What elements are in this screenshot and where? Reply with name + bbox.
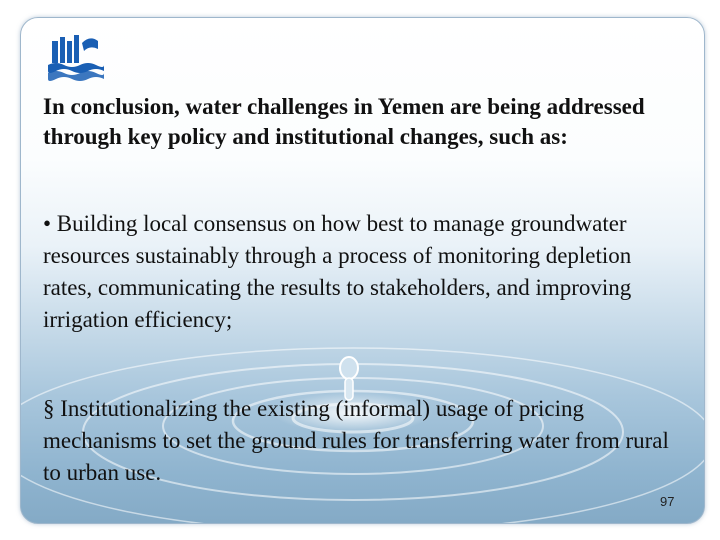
page-number: 97: [660, 494, 675, 509]
bullet-pricing: § Institutionalizing the existing (informal) usage of pricing mechanisms to set the ground rules for transferring water from rural to urban use.: [43, 396, 669, 485]
bullet-consensus: • Building local consensus on how best to manage groundwater resources sustainably through a process of monitoring depletion rates, communicating the results to stakeholders, and improving irrigation efficiency;: [43, 211, 632, 332]
slide-heading: In conclusion, water challenges in Yemen are being addressed through key policy and institutional changes, such as:: [43, 94, 645, 149]
water-utility-logo-icon: [46, 31, 104, 81]
